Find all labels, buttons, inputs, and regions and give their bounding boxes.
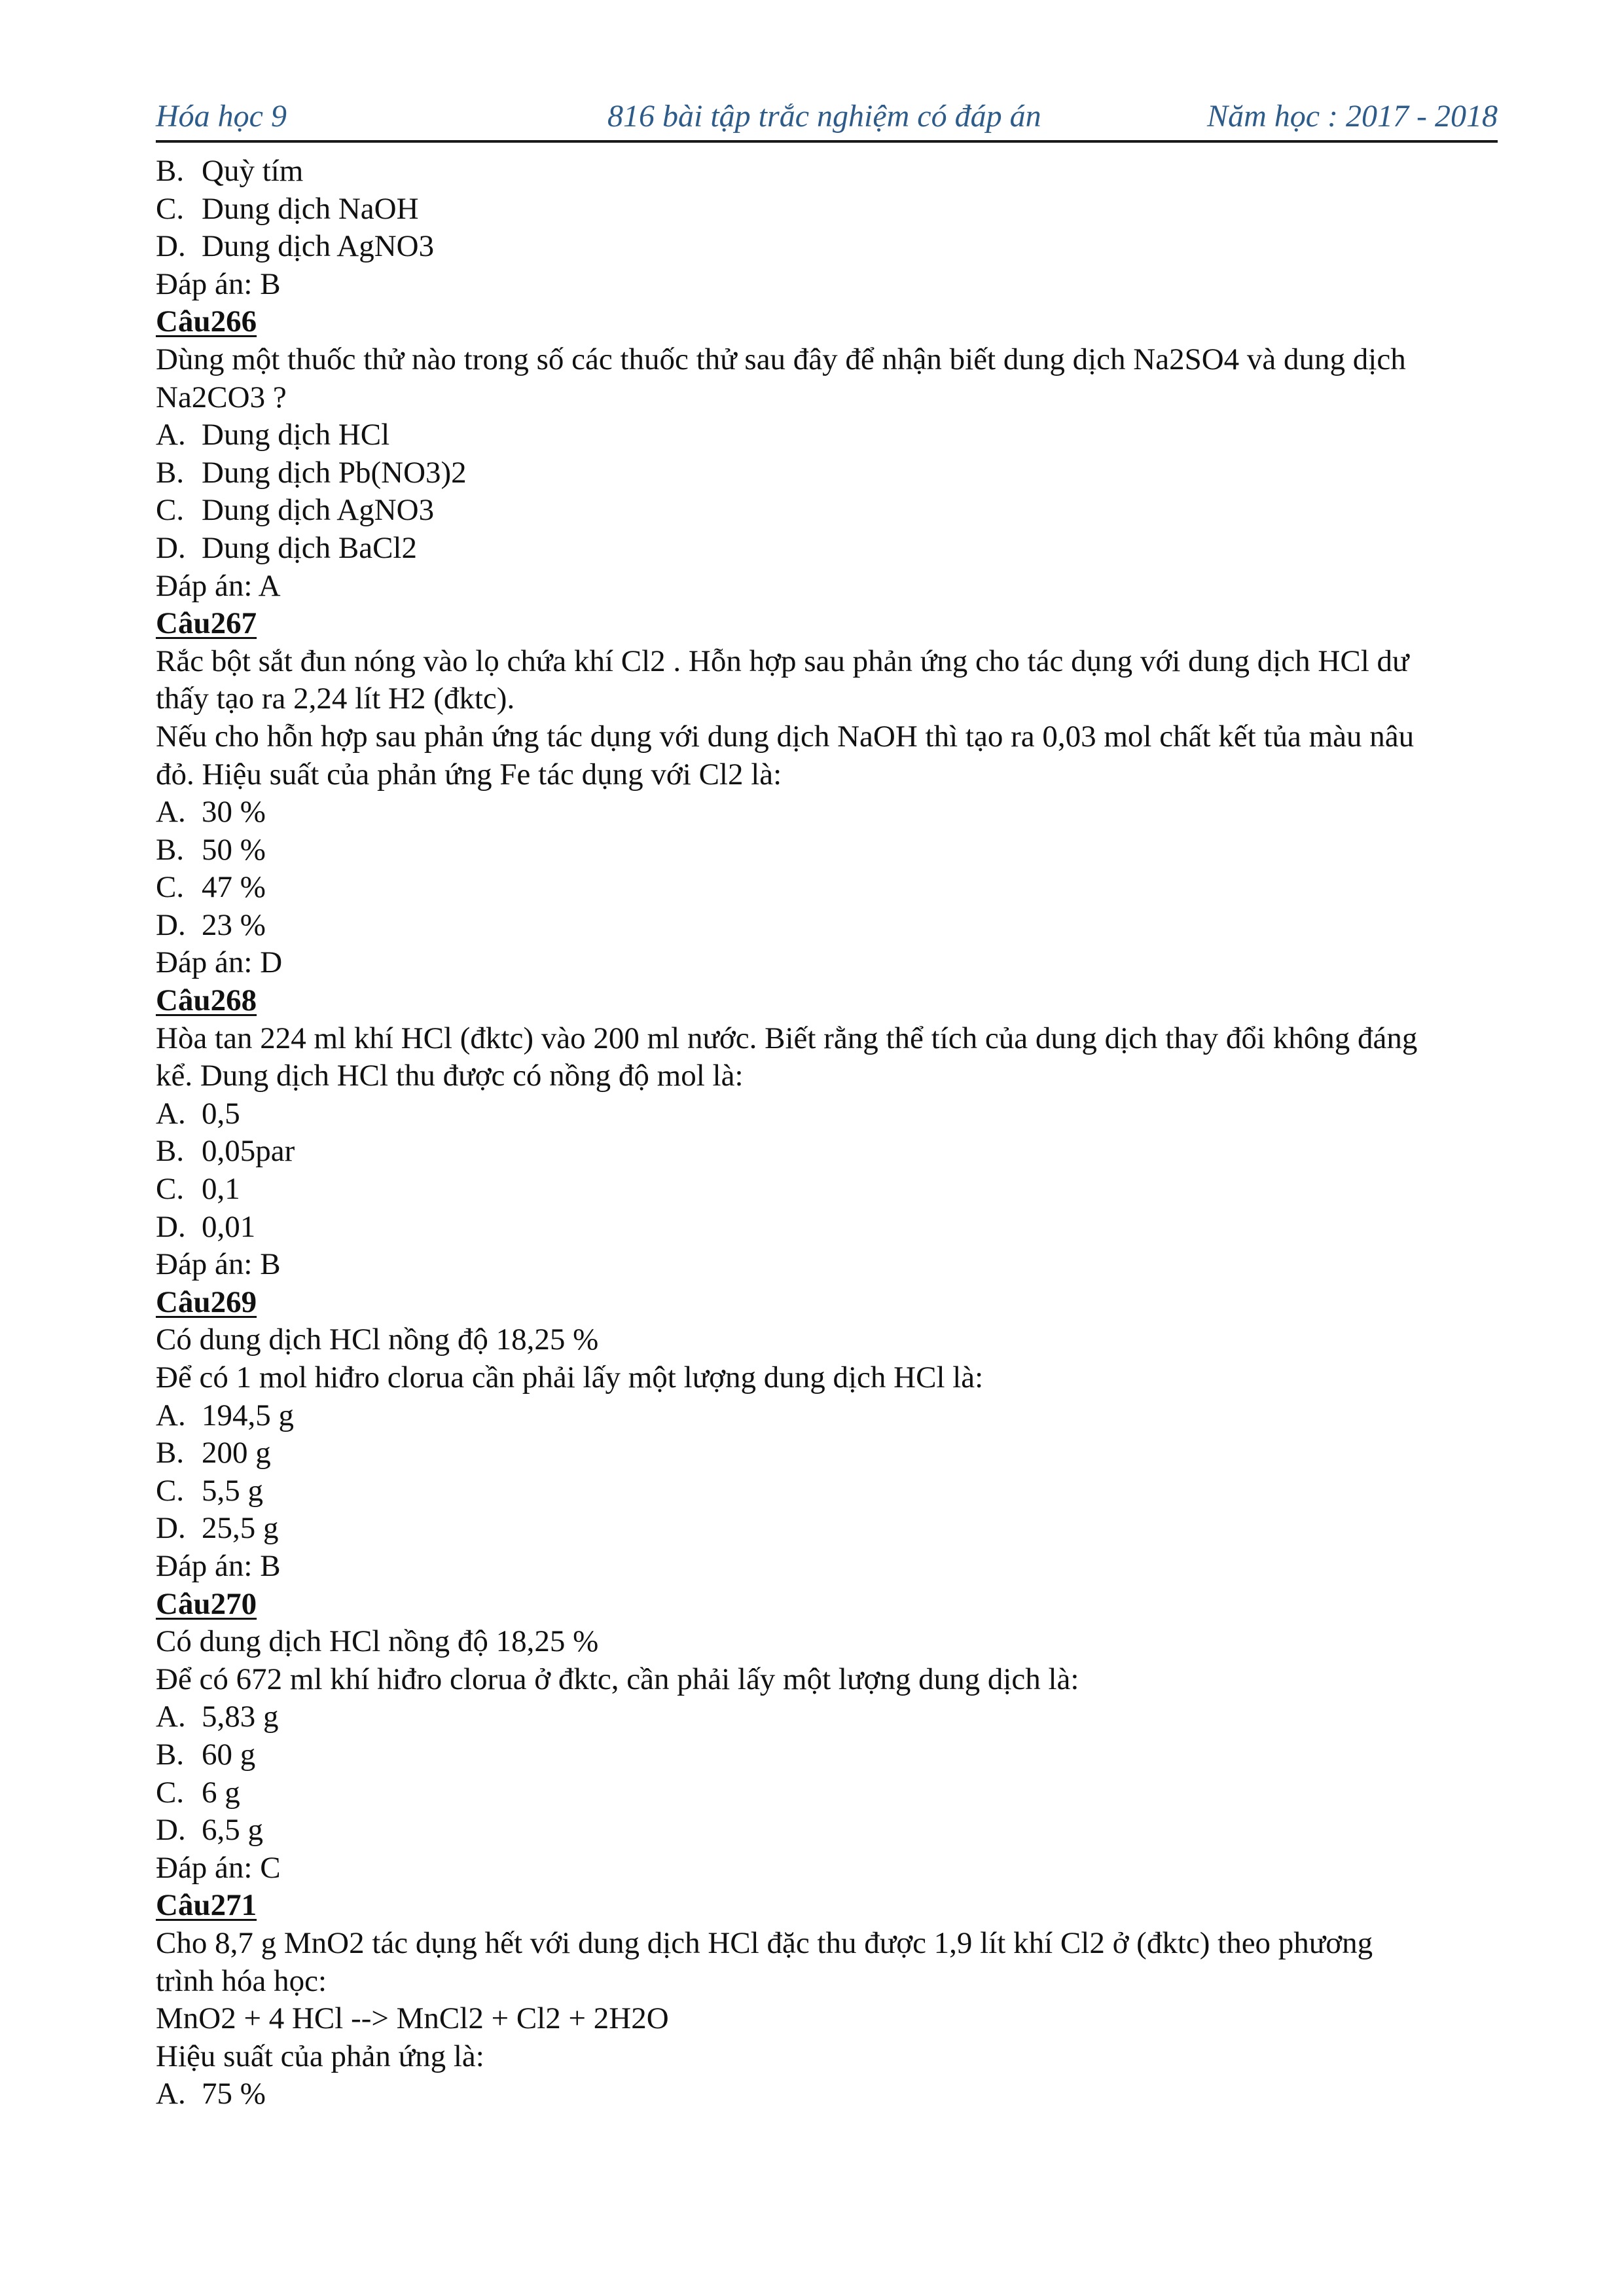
- option-text: 0,5: [202, 1096, 240, 1131]
- answer-line: Đáp án: B: [156, 266, 281, 301]
- option-line: [156, 228, 1498, 266]
- option-line: [156, 1133, 1498, 1171]
- option-letter: A.: [156, 1096, 186, 1131]
- option-line: [156, 869, 1498, 907]
- answer-line: Đáp án: D: [156, 945, 283, 980]
- option-line: [156, 530, 1498, 568]
- option-letter: A.: [156, 418, 186, 452]
- option-text: 75 %: [202, 2077, 266, 2111]
- option-line: [156, 1510, 1498, 1548]
- option-letter: C.: [156, 870, 185, 905]
- option-letter: D.: [156, 1511, 186, 1546]
- option-text: 60 g: [202, 1737, 256, 1772]
- option-text: Quỳ tím: [202, 154, 304, 188]
- question-block: [156, 1887, 1498, 2113]
- option-line: [156, 1812, 1498, 1850]
- option-line: [156, 1434, 1498, 1472]
- lead-options: [156, 153, 1498, 303]
- option-letter: B.: [156, 1436, 185, 1470]
- header-school-year: Năm học : 2017 - 2018: [1207, 99, 1498, 134]
- option-line: [156, 907, 1498, 945]
- option-text: 6,5 g: [202, 1813, 263, 1848]
- question-title: Câu269: [156, 1285, 257, 1319]
- option-line: [156, 1171, 1498, 1209]
- option-line: [156, 1736, 1498, 1774]
- option-text: 0,1: [202, 1172, 240, 1207]
- option-letter: C.: [156, 1172, 185, 1207]
- option-text: Dung dịch AgNO3: [202, 493, 435, 528]
- option-letter: B.: [156, 1737, 185, 1772]
- option-letter: A.: [156, 1700, 186, 1734]
- question-text-line: kể. Dung dịch HCl thu được có nồng độ mol là:: [156, 1059, 744, 1093]
- option-letter: B.: [156, 154, 185, 188]
- equation-line: MnO2 + 4 HCl --> MnCl2 + Cl2 + 2H2O: [156, 2001, 669, 2036]
- question-title: Câu270: [156, 1586, 257, 1621]
- option-letter: D.: [156, 1209, 186, 1244]
- question-title: Câu267: [156, 606, 257, 641]
- option-line: [156, 831, 1498, 869]
- option-letter: D.: [156, 1813, 186, 1848]
- question-text-line: Hòa tan 224 ml khí HCl (đktc) vào 200 ml nước. Biết rằng thể tích của dung dịch thay đổi không đáng: [156, 1021, 1418, 1055]
- option-line: [156, 1774, 1498, 1812]
- answer-line: Đáp án: A: [156, 568, 281, 603]
- option-letter: C.: [156, 1775, 185, 1810]
- option-text: 30 %: [202, 795, 266, 829]
- option-line: [156, 1397, 1498, 1435]
- question-text-line: Để có 672 ml khí hiđro clorua ở đktc, cần phải lấy một lượng dung dịch là:: [156, 1662, 1079, 1696]
- option-line: [156, 191, 1498, 228]
- option-line: [156, 793, 1498, 831]
- option-letter: A.: [156, 1398, 186, 1432]
- header-subject: Hóa học 9: [156, 99, 287, 134]
- option-text: 0,01: [202, 1209, 256, 1244]
- option-text: Dung dịch BaCl2: [202, 530, 417, 565]
- option-text: Dung dịch NaOH: [202, 191, 419, 226]
- option-text: 47 %: [202, 870, 266, 905]
- page-header: [156, 92, 1498, 143]
- question-text-line: Na2CO3 ?: [156, 380, 287, 414]
- option-text: Dung dịch AgNO3: [202, 229, 435, 264]
- option-line: [156, 1095, 1498, 1133]
- option-line: [156, 1698, 1498, 1736]
- option-text: 6 g: [202, 1775, 240, 1810]
- option-text: Dung dịch HCl: [202, 418, 390, 452]
- option-text: 25,5 g: [202, 1511, 279, 1546]
- option-letter: B.: [156, 1134, 185, 1169]
- option-text: 50 %: [202, 832, 266, 867]
- answer-line: Đáp án: B: [156, 1247, 281, 1282]
- question-text-line: đỏ. Hiệu suất của phản ứng Fe tác dụng với Cl2 là:: [156, 757, 782, 792]
- question-title: Câu266: [156, 304, 257, 339]
- question-title: Câu271: [156, 1888, 257, 1923]
- question-block: [156, 982, 1498, 1284]
- option-line: [156, 492, 1498, 530]
- option-line: [156, 454, 1498, 492]
- option-letter: D.: [156, 229, 186, 264]
- option-text: 200 g: [202, 1436, 271, 1470]
- option-text: 5,83 g: [202, 1700, 279, 1734]
- question-text-line: Cho 8,7 g MnO2 tác dụng hết với dung dịch HCl đặc thu được 1,9 lít khí Cl2 ở (đktc) theo phương: [156, 1925, 1373, 1960]
- question-text-line: thấy tạo ra 2,24 lít H2 (đktc).: [156, 682, 515, 716]
- option-line: [156, 1209, 1498, 1247]
- answer-line: Đáp án: C: [156, 1850, 281, 1885]
- question-text-line: Có dung dịch HCl nồng độ 18,25 %: [156, 1322, 599, 1357]
- question-block: [156, 303, 1498, 605]
- option-letter: B.: [156, 832, 185, 867]
- option-line: [156, 153, 1498, 191]
- option-letter: B.: [156, 455, 185, 490]
- option-text: Dung dịch Pb(NO3)2: [202, 455, 467, 490]
- option-text: 5,5 g: [202, 1473, 263, 1508]
- option-letter: C.: [156, 493, 185, 528]
- document-body: [156, 153, 1498, 2113]
- option-letter: C.: [156, 1473, 185, 1508]
- question-text-line: Để có 1 mol hiđro clorua cần phải lấy một lượng dung dịch HCl là:: [156, 1360, 984, 1394]
- option-letter: C.: [156, 191, 185, 226]
- question-block: [156, 1284, 1498, 1586]
- question-title: Câu268: [156, 983, 257, 1018]
- option-text: 194,5 g: [202, 1398, 294, 1432]
- option-letter: A.: [156, 795, 186, 829]
- option-line: [156, 2075, 1498, 2113]
- question-text-line: Có dung dịch HCl nồng độ 18,25 %: [156, 1624, 599, 1659]
- question-block: [156, 1586, 1498, 1887]
- question-block: [156, 605, 1498, 982]
- option-letter: A.: [156, 2077, 186, 2111]
- question-text-line: Hiệu suất của phản ứng là:: [156, 2039, 484, 2073]
- answer-line: Đáp án: B: [156, 1548, 281, 1583]
- option-text: 0,05par: [202, 1134, 295, 1169]
- option-letter: D.: [156, 907, 186, 942]
- option-line: [156, 1472, 1498, 1510]
- question-text-line: Rắc bột sắt đun nóng vào lọ chứa khí Cl2 . Hỗn hợp sau phản ứng cho tác dụng với dung dịch HCl dư: [156, 644, 1409, 678]
- header-title: 816 bài tập trắc nghiệm có đáp án: [607, 99, 1041, 134]
- option-line: [156, 416, 1498, 454]
- option-text: 23 %: [202, 907, 266, 942]
- question-text-line: trình hóa học:: [156, 1963, 327, 1998]
- question-text-line: Dùng một thuốc thử nào trong số các thuốc thử sau đây để nhận biết dung dịch Na2SO4 và dung dịch: [156, 342, 1406, 376]
- question-text-line: Nếu cho hỗn hợp sau phản ứng tác dụng với dung dịch NaOH thì tạo ra 0,03 mol chất kết tủa màu nâu: [156, 719, 1415, 754]
- option-letter: D.: [156, 530, 186, 565]
